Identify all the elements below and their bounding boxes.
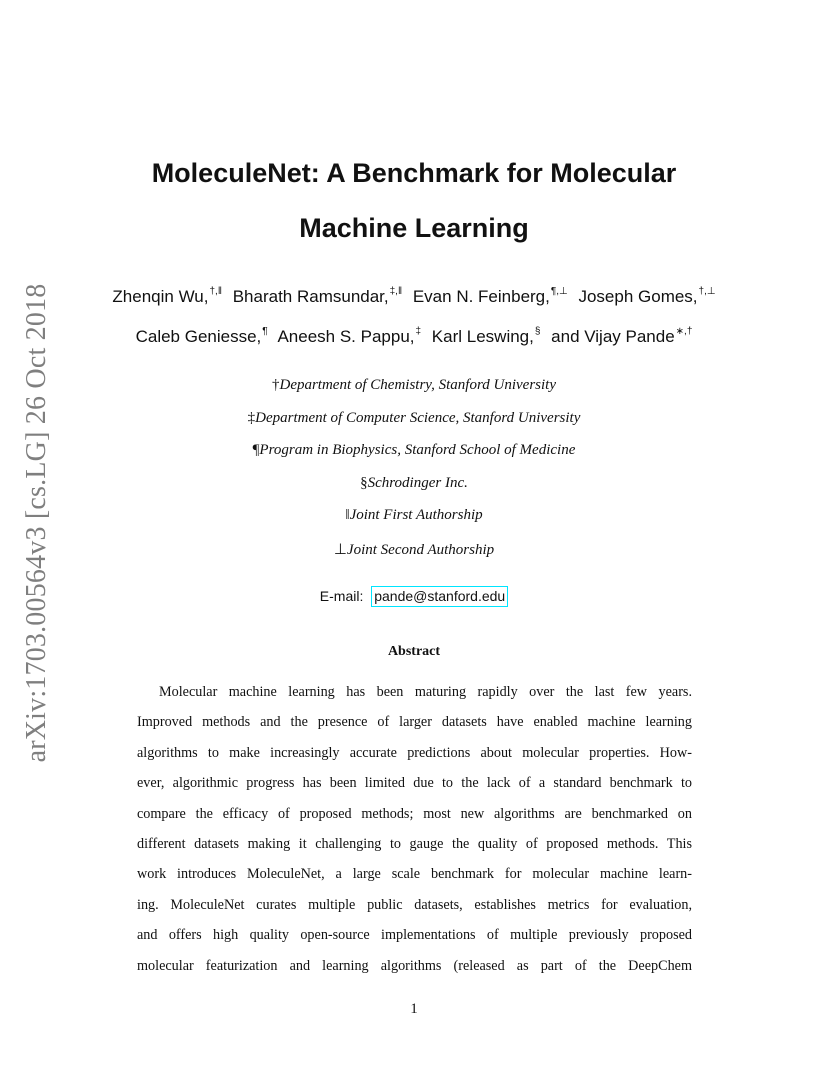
author-marks: ‡ — [415, 326, 422, 337]
abstract-line: compare the efficacy of proposed methods; most new algorithms are benchmarked on — [137, 806, 692, 822]
affiliation-text: Joint First Authorship — [349, 507, 483, 523]
affiliation-mark: ‖ — [345, 507, 350, 523]
affiliation-mark: ⊥ — [333, 542, 347, 558]
paper-title-line-1: MoleculeNet: A Benchmark for Molecular — [151, 158, 677, 188]
author-marks: †,‖ — [209, 286, 222, 297]
email-label: E-mail: — [319, 588, 364, 604]
affiliation — [0, 377, 828, 394]
authors-line-2 — [0, 326, 828, 347]
abstract-line: ever, algorithmic progress has been limited due to the lack of a standard benchmark to — [137, 775, 692, 791]
email-link[interactable]: pande@stanford.edu — [371, 586, 508, 607]
email-row — [0, 586, 828, 607]
affiliation — [0, 540, 828, 559]
author-name: Evan N. Feinberg, — [412, 287, 550, 306]
abstract-line: Molecular machine learning has been maturing rapidly over the last few years. — [159, 684, 692, 700]
author-name: Caleb Geniesse, — [135, 327, 262, 346]
affiliation-mark: § — [360, 475, 368, 491]
affiliation-text: Joint Second Authorship — [346, 542, 495, 558]
abstract-line: work introduces MoleculeNet, a large scale benchmark for molecular machine learn- — [137, 866, 692, 882]
authors-line-1 — [0, 286, 828, 307]
affiliation-text: Schrodinger Inc. — [367, 475, 468, 491]
affiliation-mark: ‡ — [247, 410, 256, 426]
author-marks: ¶,⊥ — [550, 286, 568, 297]
affiliation — [0, 507, 828, 524]
author-name: and Vijay Pande — [551, 327, 675, 346]
abstract-line: molecular featurization and learning algorithms (released as part of the DeepChem — [137, 958, 692, 974]
affiliation-text: Department of Chemistry, Stanford University — [279, 377, 556, 393]
author-name: Zhenqin Wu, — [112, 287, 209, 306]
abstract-line: algorithms to make increasingly accurate predictions about molecular properties. How- — [137, 745, 692, 761]
paper-title-line-2: Machine Learning — [299, 213, 529, 243]
affiliation-mark: ¶ — [252, 442, 260, 458]
author-name: Bharath Ramsundar, — [232, 287, 389, 306]
author-name: Aneesh S. Pappu, — [277, 327, 415, 346]
author-marks: ∗,† — [675, 326, 693, 337]
page-number: 1 — [410, 1001, 418, 1017]
author-marks: †,⊥ — [698, 286, 716, 297]
affiliation-text: Department of Computer Science, Stanford University — [255, 410, 581, 426]
affiliation-mark: † — [271, 377, 280, 393]
author-marks: ‡,‖ — [389, 286, 403, 297]
affiliation — [0, 442, 828, 459]
author-marks: § — [534, 326, 541, 337]
abstract-line: different datasets making it challenging to gauge the quality of proposed methods. This — [137, 836, 692, 852]
affiliation-text: Program in Biophysics, Stanford School of Medicine — [259, 442, 576, 458]
arxiv-stamp: arXiv:1703.00564v3 [cs.LG] 26 Oct 2018 — [21, 283, 52, 763]
affiliation — [0, 475, 828, 492]
author-marks: ¶ — [262, 326, 268, 337]
author-name: Karl Leswing, — [431, 327, 534, 346]
abstract-line: Improved methods and the presence of larger datasets have enabled machine learning — [137, 714, 692, 730]
author-name: Joseph Gomes, — [578, 287, 698, 306]
abstract-line: and offers high quality open-source implementations of multiple previously proposed — [137, 927, 692, 943]
abstract-heading: Abstract — [387, 644, 441, 659]
abstract-line: ing. MoleculeNet curates multiple public datasets, establishes metrics for evaluation, — [137, 897, 692, 913]
affiliation — [0, 410, 828, 427]
